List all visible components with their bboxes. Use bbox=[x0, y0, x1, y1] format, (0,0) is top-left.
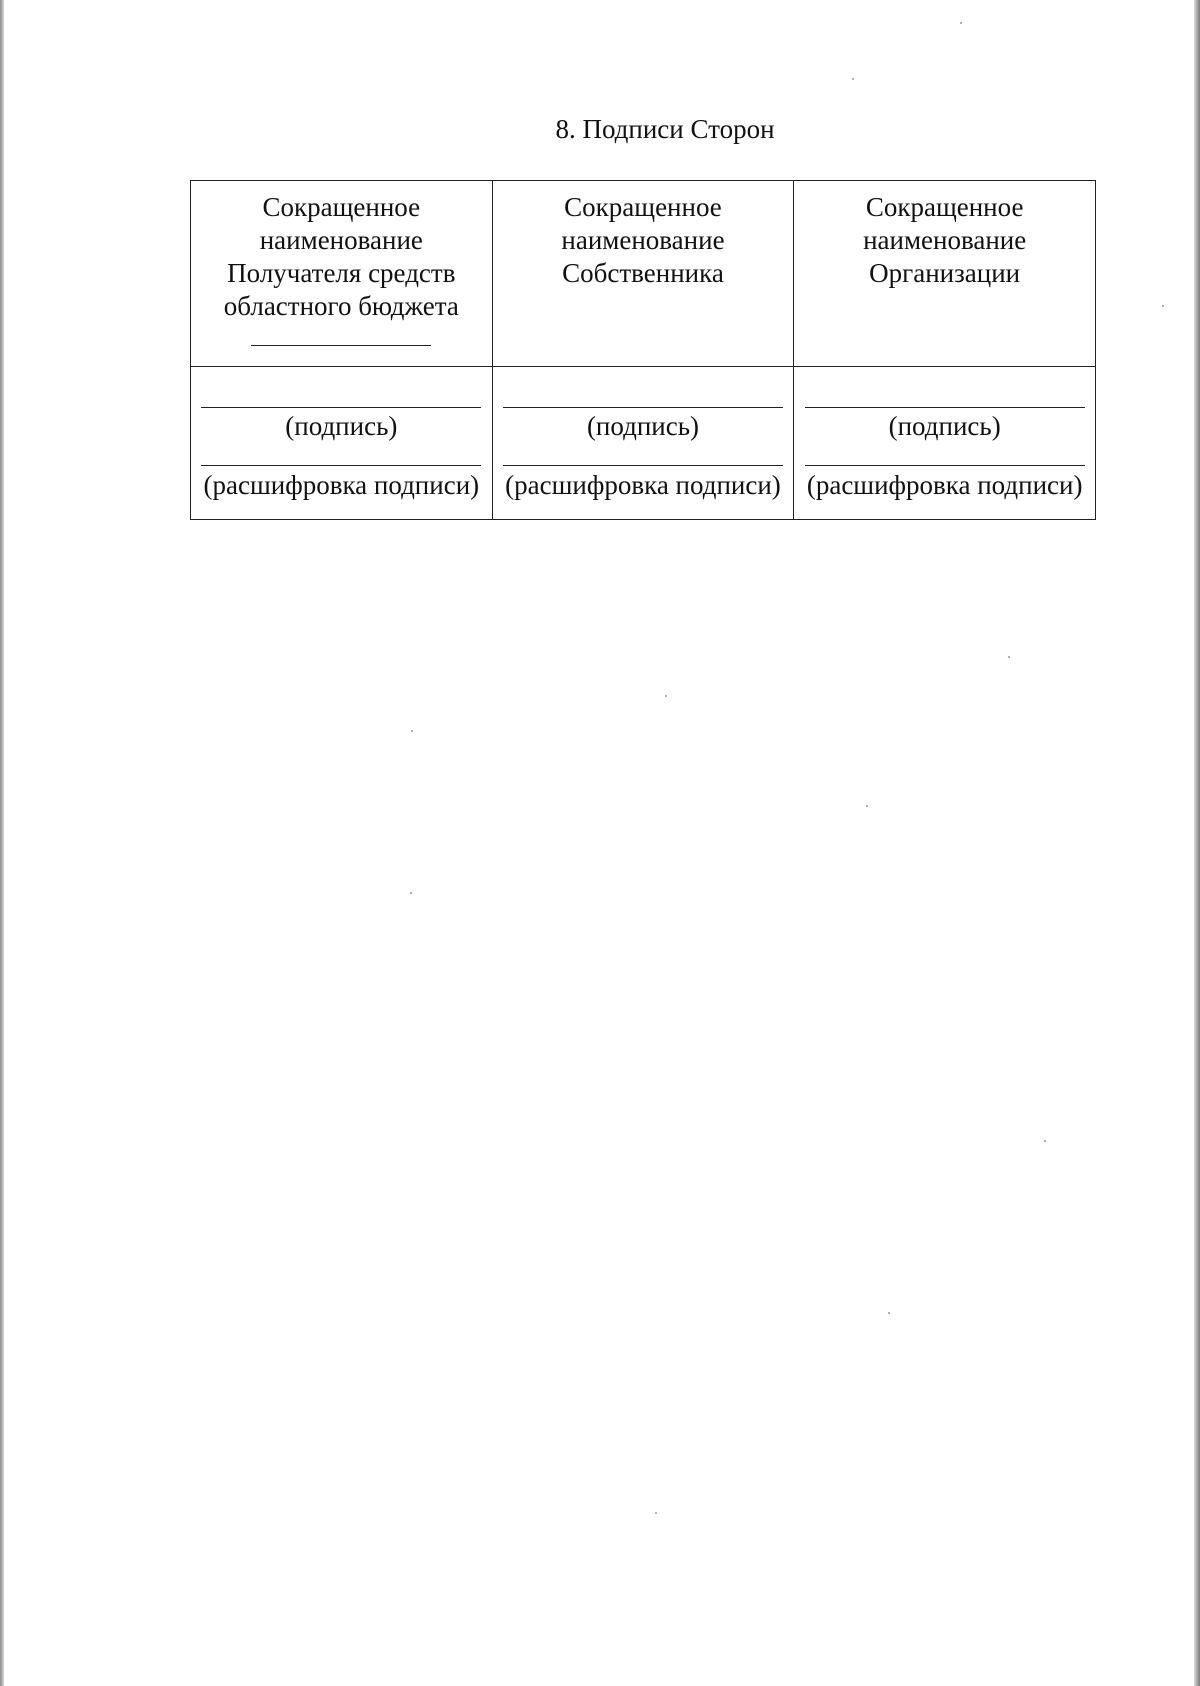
heading-line: Организации bbox=[869, 258, 1021, 288]
signature-line bbox=[503, 407, 783, 408]
party-recipient-heading bbox=[191, 181, 492, 323]
scan-speck bbox=[411, 730, 413, 732]
party-names-row bbox=[191, 181, 1096, 367]
party-organization-signature-cell bbox=[794, 367, 1096, 520]
signature-caption: (подпись) bbox=[586, 411, 700, 441]
party-owner-signature-cell bbox=[492, 367, 794, 520]
section-title: 8. Подписи Сторон bbox=[555, 114, 775, 144]
party-organization-name-cell bbox=[794, 181, 1096, 367]
party-recipient-signature-cell bbox=[191, 367, 493, 520]
decode-caption: (расшифровка подписи) bbox=[806, 470, 1083, 500]
party-recipient-name-cell bbox=[191, 181, 493, 367]
party-owner-heading bbox=[493, 181, 794, 290]
heading-line: наименование bbox=[561, 225, 725, 255]
signatures-table bbox=[190, 180, 1096, 520]
scan-edge-left bbox=[0, 0, 4, 1686]
scan-edge-right bbox=[1194, 0, 1200, 1686]
scan-speck bbox=[852, 78, 854, 80]
heading-line: областного бюджета bbox=[223, 291, 459, 321]
signature-caption: (подпись) bbox=[888, 411, 1001, 441]
decode-line bbox=[503, 465, 783, 466]
heading-line: Сокращенное bbox=[564, 192, 722, 222]
scan-speck bbox=[960, 22, 962, 24]
scan-speck bbox=[1162, 305, 1164, 307]
signature-line bbox=[805, 407, 1085, 408]
scan-speck bbox=[665, 695, 667, 697]
scan-speck bbox=[888, 1312, 890, 1314]
heading-line: наименование bbox=[259, 225, 423, 255]
party-owner-name-cell bbox=[492, 181, 794, 367]
scan-speck bbox=[655, 1512, 657, 1514]
signatures-row bbox=[191, 367, 1096, 520]
signature-line bbox=[201, 407, 481, 408]
scan-speck bbox=[1044, 1140, 1046, 1142]
heading-line: Собственника bbox=[562, 258, 724, 288]
heading-line: Сокращенное bbox=[262, 192, 421, 222]
decode-caption: (расшифровка подписи) bbox=[203, 470, 480, 500]
signature-caption: (подпись) bbox=[285, 411, 398, 441]
decode-line bbox=[201, 465, 481, 466]
scan-speck bbox=[1008, 656, 1010, 658]
decode-caption: (расшифровка подписи) bbox=[505, 470, 781, 500]
decode-line bbox=[805, 465, 1085, 466]
scan-speck bbox=[410, 892, 412, 894]
heading-line: Получателя средств bbox=[227, 258, 456, 288]
party-organization-heading bbox=[794, 181, 1095, 290]
name-underline bbox=[251, 345, 431, 346]
heading-line: Сокращенное bbox=[865, 192, 1024, 222]
scan-speck bbox=[866, 805, 868, 807]
heading-line: наименование bbox=[863, 225, 1027, 255]
